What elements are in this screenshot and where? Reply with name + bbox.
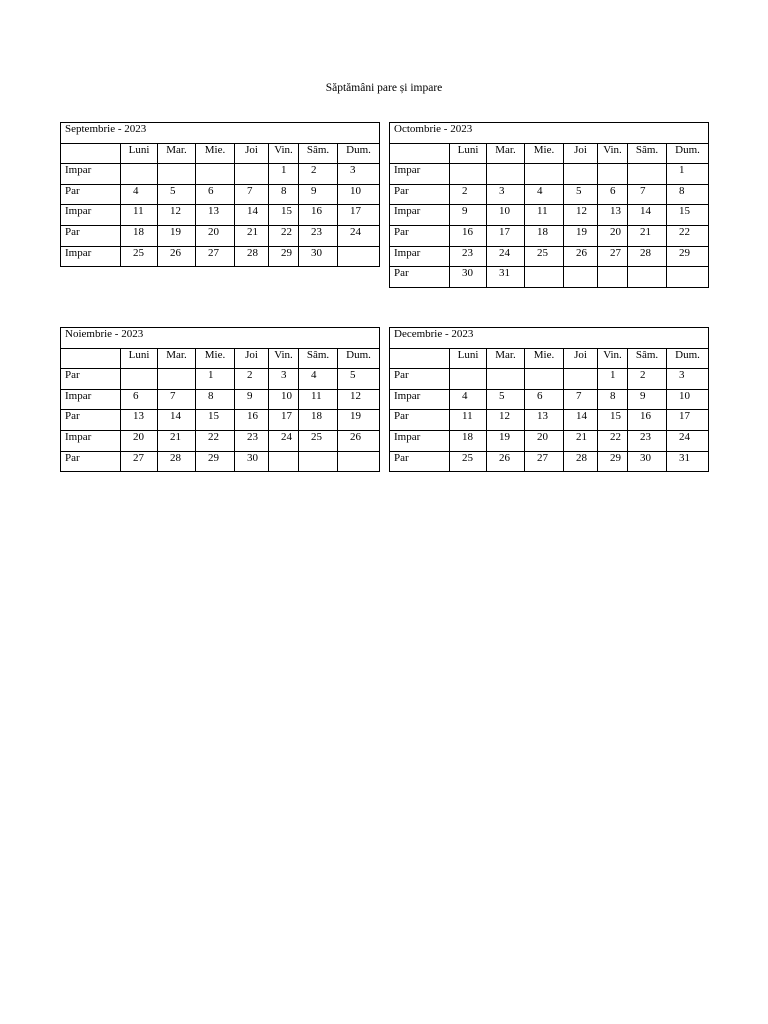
day-cell: 16 [235, 410, 269, 431]
day-cell: 2 [628, 369, 667, 390]
day-cell: 31 [487, 267, 525, 288]
weekday-header: Luni [450, 348, 487, 369]
weekday-header: Sâm. [628, 143, 667, 164]
day-cell: 23 [628, 430, 667, 451]
week-row [390, 430, 709, 451]
week-type: Par [61, 369, 121, 390]
day-cell: 5 [158, 184, 196, 205]
day-cell: 18 [525, 225, 564, 246]
week-type: Impar [390, 164, 450, 185]
day-cell: 25 [299, 430, 338, 451]
day-cell: 9 [628, 389, 667, 410]
day-cell: 5 [564, 184, 598, 205]
day-cell: 14 [564, 410, 598, 431]
weekday-header: Mar. [487, 143, 525, 164]
day-cell: 21 [628, 225, 667, 246]
day-cell: 27 [525, 451, 564, 472]
day-cell: 29 [196, 451, 235, 472]
calendar-title: Decembrie - 2023 [390, 328, 709, 349]
day-cell: 16 [299, 205, 338, 226]
day-cell: 21 [235, 225, 269, 246]
week-type: Impar [390, 389, 450, 410]
weekday-header: Vin. [269, 143, 299, 164]
day-cell: 29 [269, 246, 299, 267]
day-cell: 3 [667, 369, 709, 390]
week-type: Par [61, 184, 121, 205]
weekday-header: Joi [235, 143, 269, 164]
weekday-header: Mie. [196, 348, 235, 369]
day-cell [525, 369, 564, 390]
day-cell: 5 [487, 389, 525, 410]
week-type: Par [390, 410, 450, 431]
day-cell: 22 [667, 225, 709, 246]
day-cell: 11 [299, 389, 338, 410]
day-cell [564, 369, 598, 390]
day-cell: 19 [564, 225, 598, 246]
day-cell [598, 267, 628, 288]
week-type: Par [390, 451, 450, 472]
day-cell: 25 [121, 246, 158, 267]
day-cell: 14 [628, 205, 667, 226]
week-row [390, 410, 709, 431]
day-cell: 26 [564, 246, 598, 267]
weekday-header: Dum. [338, 348, 380, 369]
day-cell [564, 164, 598, 185]
weekday-header-row [61, 143, 380, 164]
day-cell: 13 [525, 410, 564, 431]
day-cell: 8 [667, 184, 709, 205]
day-cell [628, 164, 667, 185]
week-row [61, 225, 380, 246]
week-type: Impar [390, 430, 450, 451]
week-type: Impar [61, 246, 121, 267]
day-cell: 8 [598, 389, 628, 410]
day-cell [338, 451, 380, 472]
week-type: Impar [390, 246, 450, 267]
calendar-title: Octombrie - 2023 [390, 123, 709, 144]
week-type: Impar [61, 389, 121, 410]
day-cell: 10 [338, 184, 380, 205]
day-cell: 23 [450, 246, 487, 267]
day-cell: 12 [338, 389, 380, 410]
day-cell: 24 [487, 246, 525, 267]
day-cell [158, 164, 196, 185]
day-cell: 28 [628, 246, 667, 267]
weekday-header: Vin. [598, 348, 628, 369]
day-cell: 6 [196, 184, 235, 205]
day-cell: 4 [525, 184, 564, 205]
day-cell: 7 [235, 184, 269, 205]
day-cell: 21 [158, 430, 196, 451]
day-cell: 27 [196, 246, 235, 267]
weekday-header: Joi [564, 143, 598, 164]
day-cell: 24 [269, 430, 299, 451]
weekday-header: Mar. [487, 348, 525, 369]
week-row [61, 164, 380, 185]
day-cell: 30 [299, 246, 338, 267]
day-cell: 3 [487, 184, 525, 205]
weekday-header: Luni [121, 348, 158, 369]
day-cell [667, 267, 709, 288]
day-cell: 8 [269, 184, 299, 205]
week-type: Par [390, 369, 450, 390]
day-cell [338, 246, 380, 267]
day-cell [158, 369, 196, 390]
day-cell: 29 [598, 451, 628, 472]
day-cell: 25 [525, 246, 564, 267]
day-cell: 17 [667, 410, 709, 431]
calendar-october [389, 122, 709, 288]
day-cell: 29 [667, 246, 709, 267]
day-cell: 18 [121, 225, 158, 246]
day-cell: 30 [450, 267, 487, 288]
weekday-header: Mar. [158, 348, 196, 369]
day-cell [487, 164, 525, 185]
day-cell: 23 [235, 430, 269, 451]
week-row [390, 369, 709, 390]
page-title: Săptămâni pare și impare [325, 82, 443, 94]
day-cell: 26 [158, 246, 196, 267]
day-cell: 2 [299, 164, 338, 185]
day-cell: 14 [235, 205, 269, 226]
week-row [390, 246, 709, 267]
weekday-header-row [61, 348, 380, 369]
day-cell: 11 [450, 410, 487, 431]
day-cell: 12 [487, 410, 525, 431]
day-cell: 15 [196, 410, 235, 431]
week-row [61, 389, 380, 410]
week-type-header [390, 143, 450, 164]
week-row [390, 225, 709, 246]
day-cell: 2 [235, 369, 269, 390]
day-cell: 13 [598, 205, 628, 226]
day-cell: 1 [269, 164, 299, 185]
day-cell: 11 [121, 205, 158, 226]
weekday-header: Sâm. [299, 143, 338, 164]
weekday-header: Dum. [667, 348, 709, 369]
day-cell: 24 [667, 430, 709, 451]
weekday-header: Mie. [196, 143, 235, 164]
weekday-header: Sâm. [299, 348, 338, 369]
day-cell: 22 [598, 430, 628, 451]
day-cell: 10 [667, 389, 709, 410]
week-type: Impar [61, 205, 121, 226]
week-row [390, 451, 709, 472]
day-cell: 7 [158, 389, 196, 410]
day-cell [235, 164, 269, 185]
weekday-header: Sâm. [628, 348, 667, 369]
week-type: Par [390, 225, 450, 246]
day-cell: 7 [564, 389, 598, 410]
day-cell [628, 267, 667, 288]
day-cell: 28 [158, 451, 196, 472]
day-cell: 19 [158, 225, 196, 246]
calendar-title: Septembrie - 2023 [61, 123, 380, 144]
calendar-september [60, 122, 380, 267]
day-cell: 4 [121, 184, 158, 205]
weekday-header: Dum. [667, 143, 709, 164]
day-cell: 18 [450, 430, 487, 451]
weekday-header-row [390, 348, 709, 369]
week-row [390, 164, 709, 185]
weekday-header: Mie. [525, 348, 564, 369]
weekday-header: Luni [121, 143, 158, 164]
week-type: Impar [61, 164, 121, 185]
day-cell: 27 [598, 246, 628, 267]
day-cell: 6 [121, 389, 158, 410]
week-row [390, 205, 709, 226]
day-cell [564, 267, 598, 288]
day-cell: 26 [487, 451, 525, 472]
day-cell: 10 [269, 389, 299, 410]
day-cell: 16 [628, 410, 667, 431]
week-row [61, 205, 380, 226]
week-type: Par [61, 225, 121, 246]
day-cell: 26 [338, 430, 380, 451]
week-type: Par [390, 184, 450, 205]
week-row [61, 451, 380, 472]
day-cell: 14 [158, 410, 196, 431]
day-cell [121, 164, 158, 185]
day-cell: 11 [525, 205, 564, 226]
day-cell [121, 369, 158, 390]
weekday-header-row [390, 143, 709, 164]
week-type: Par [390, 267, 450, 288]
day-cell: 15 [269, 205, 299, 226]
day-cell: 7 [628, 184, 667, 205]
day-cell: 9 [235, 389, 269, 410]
calendar-november [60, 327, 380, 472]
week-type: Impar [61, 430, 121, 451]
day-cell: 28 [235, 246, 269, 267]
weekday-header: Dum. [338, 143, 380, 164]
calendar-title: Noiembrie - 2023 [61, 328, 380, 349]
day-cell: 21 [564, 430, 598, 451]
day-cell: 9 [299, 184, 338, 205]
day-cell: 4 [450, 389, 487, 410]
day-cell: 8 [196, 389, 235, 410]
week-type-header [61, 348, 121, 369]
week-row [390, 389, 709, 410]
day-cell [525, 164, 564, 185]
week-row [390, 267, 709, 288]
day-cell: 20 [598, 225, 628, 246]
day-cell: 6 [598, 184, 628, 205]
day-cell: 20 [525, 430, 564, 451]
day-cell: 15 [598, 410, 628, 431]
day-cell: 3 [269, 369, 299, 390]
week-type-header [61, 143, 121, 164]
day-cell: 20 [121, 430, 158, 451]
weekday-header: Luni [450, 143, 487, 164]
day-cell: 1 [196, 369, 235, 390]
week-type: Impar [390, 205, 450, 226]
day-cell [525, 267, 564, 288]
day-cell: 13 [121, 410, 158, 431]
day-cell: 17 [338, 205, 380, 226]
week-type-header [390, 348, 450, 369]
week-row [61, 246, 380, 267]
day-cell: 17 [269, 410, 299, 431]
weekday-header: Joi [564, 348, 598, 369]
day-cell: 16 [450, 225, 487, 246]
week-row [390, 184, 709, 205]
day-cell: 13 [196, 205, 235, 226]
day-cell: 9 [450, 205, 487, 226]
day-cell: 12 [564, 205, 598, 226]
week-row [61, 369, 380, 390]
day-cell: 3 [338, 164, 380, 185]
week-row [61, 410, 380, 431]
day-cell: 23 [299, 225, 338, 246]
day-cell: 19 [338, 410, 380, 431]
day-cell: 30 [628, 451, 667, 472]
day-cell: 1 [598, 369, 628, 390]
day-cell: 30 [235, 451, 269, 472]
day-cell [450, 164, 487, 185]
weekday-header: Vin. [269, 348, 299, 369]
day-cell: 5 [338, 369, 380, 390]
day-cell: 10 [487, 205, 525, 226]
week-row [61, 430, 380, 451]
day-cell: 17 [487, 225, 525, 246]
day-cell: 22 [269, 225, 299, 246]
day-cell: 18 [299, 410, 338, 431]
week-type: Par [61, 451, 121, 472]
day-cell: 2 [450, 184, 487, 205]
calendar-december [389, 327, 709, 472]
day-cell: 31 [667, 451, 709, 472]
day-cell: 19 [487, 430, 525, 451]
week-row [61, 184, 380, 205]
day-cell: 24 [338, 225, 380, 246]
day-cell: 6 [525, 389, 564, 410]
day-cell: 1 [667, 164, 709, 185]
weekday-header: Joi [235, 348, 269, 369]
day-cell [269, 451, 299, 472]
week-type: Par [61, 410, 121, 431]
day-cell: 22 [196, 430, 235, 451]
day-cell [299, 451, 338, 472]
day-cell: 28 [564, 451, 598, 472]
day-cell [487, 369, 525, 390]
day-cell [598, 164, 628, 185]
weekday-header: Mar. [158, 143, 196, 164]
day-cell: 12 [158, 205, 196, 226]
day-cell [450, 369, 487, 390]
day-cell: 4 [299, 369, 338, 390]
weekday-header: Vin. [598, 143, 628, 164]
weekday-header: Mie. [525, 143, 564, 164]
day-cell: 15 [667, 205, 709, 226]
day-cell: 25 [450, 451, 487, 472]
day-cell [196, 164, 235, 185]
day-cell: 27 [121, 451, 158, 472]
day-cell: 20 [196, 225, 235, 246]
